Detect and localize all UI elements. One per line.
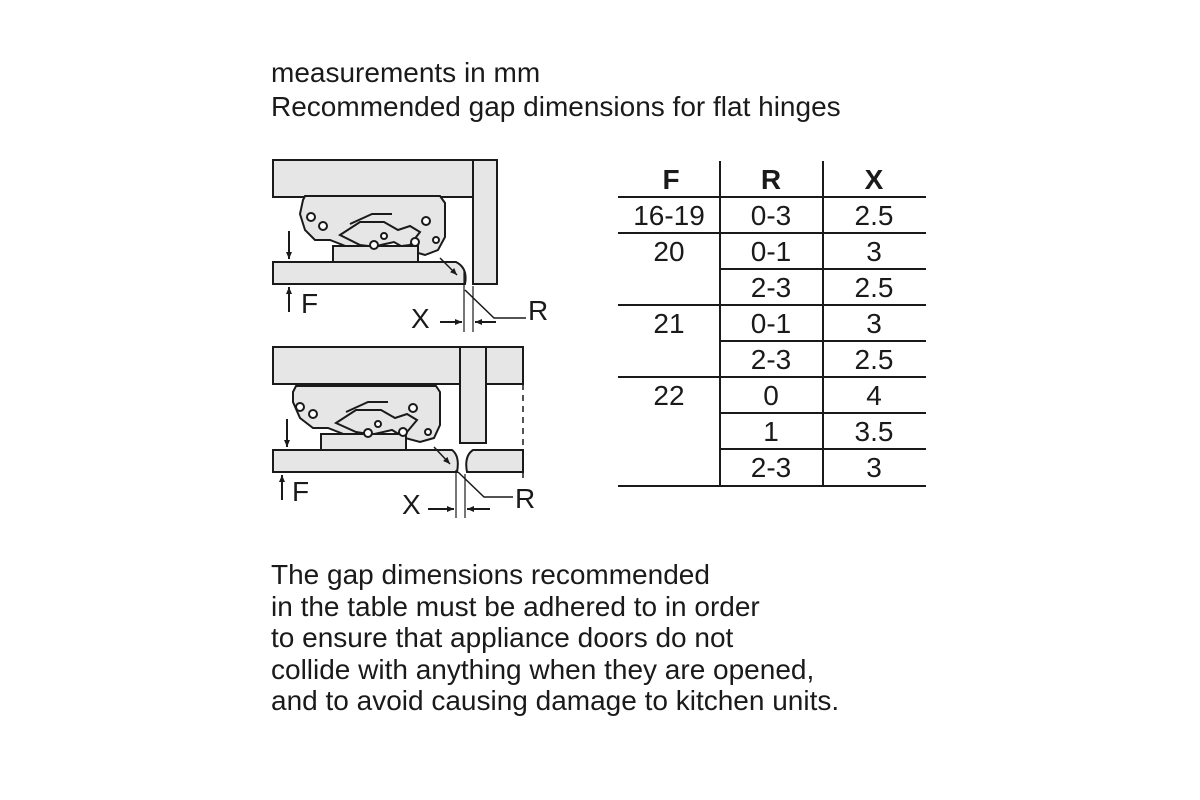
table-cell-x: 3 xyxy=(866,308,882,339)
table-cell-x: 2.5 xyxy=(854,200,894,231)
label-f-top: F xyxy=(301,288,319,319)
cabinet-side-panel xyxy=(473,160,497,284)
table-cell-f: 20 xyxy=(653,236,685,267)
page-title: Recommended gap dimensions for flat hinges xyxy=(271,91,841,122)
cabinet-top-panel xyxy=(273,160,473,197)
label-r-top: R xyxy=(528,295,549,326)
table-cell-r: 0-1 xyxy=(750,308,792,339)
footer-line: to ensure that appliance doors do not xyxy=(271,622,734,653)
table-cell-r: 1 xyxy=(763,416,779,447)
footer-line: collide with anything when they are opened, xyxy=(271,653,815,685)
hinge-base xyxy=(321,434,406,450)
table-cell-r: 0-3 xyxy=(750,200,792,231)
door-panel xyxy=(273,262,466,284)
column-header-f: F xyxy=(662,164,680,195)
units-note: measurements in mm xyxy=(271,57,541,88)
hinge-diagram-bottom xyxy=(273,347,523,518)
table-cell-r: 0 xyxy=(763,380,779,411)
label-r-bottom: R xyxy=(515,483,536,514)
label-f-bottom: F xyxy=(292,476,310,507)
footer-line: The gap dimensions recommended xyxy=(271,559,710,590)
footer-line: and to avoid causing damage to kitchen units. xyxy=(271,685,840,716)
label-x-bottom: X xyxy=(402,489,421,520)
table-cell-r: 2-3 xyxy=(750,344,792,375)
column-header-r: R xyxy=(760,164,782,195)
table-cell-r: 0-1 xyxy=(750,236,792,267)
door-panel xyxy=(273,450,458,472)
column-header-x: X xyxy=(864,164,884,195)
table-cell-x: 3.5 xyxy=(854,416,894,447)
table-cell-f: 21 xyxy=(653,308,685,339)
label-x-top: X xyxy=(411,303,430,334)
table-cell-f: 16-19 xyxy=(633,200,705,231)
table-cell-x: 2.5 xyxy=(854,272,894,303)
table-cell-x: 3 xyxy=(866,452,882,483)
table-cell-f: 22 xyxy=(653,380,685,411)
adjacent-door xyxy=(466,450,523,472)
footer-line: in the table must be adhered to in order xyxy=(271,590,760,622)
table-cell-r: 2-3 xyxy=(750,452,792,483)
gap-table xyxy=(618,161,926,486)
table-cell-x: 4 xyxy=(866,380,882,411)
footer-note xyxy=(271,559,839,717)
table-cell-r: 2-3 xyxy=(750,272,792,303)
cabinet-side-panel xyxy=(460,347,486,443)
table-cell-x: 2.5 xyxy=(854,344,894,375)
table-cell-x: 3 xyxy=(866,236,882,267)
